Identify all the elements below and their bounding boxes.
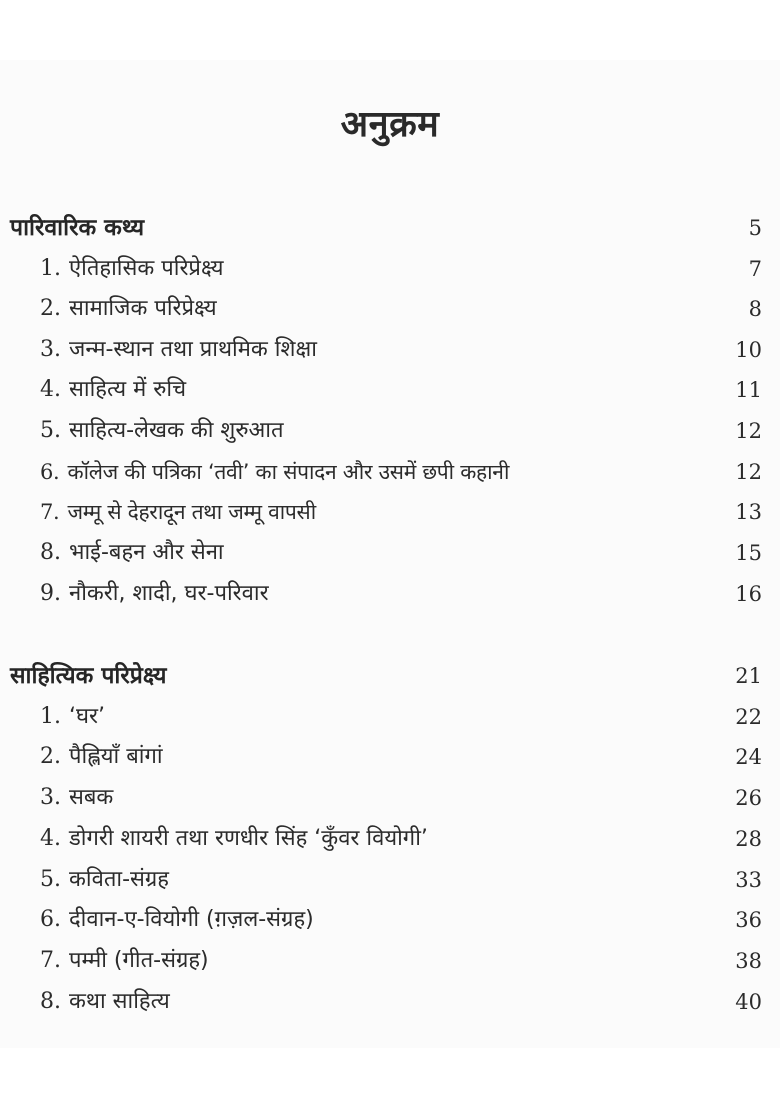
toc-entry <box>0 249 780 289</box>
page-number: 16 <box>735 582 762 606</box>
page-number: 38 <box>735 949 762 973</box>
entry-number: 1. <box>40 704 61 729</box>
toc-entry <box>0 819 780 859</box>
entry-number: 2. <box>40 744 61 769</box>
entry-title: ऐतिहासिक परिप्रेक्ष्य <box>69 256 224 281</box>
entry-title: भाई-बहन और सेना <box>69 540 224 565</box>
entry-number: 5. <box>40 418 61 443</box>
page-number: 33 <box>735 868 762 892</box>
page-number: 12 <box>735 419 762 443</box>
toc-entry <box>0 697 780 737</box>
toc-entry <box>0 492 780 532</box>
entry-title: दीवान-ए-वियोगी (ग़ज़ल-संग्रह) <box>69 907 314 932</box>
entry-number: 9. <box>40 581 61 606</box>
page-number: 8 <box>748 297 762 321</box>
section-title: पारिवारिक कथ्य <box>10 215 145 241</box>
entry-number: 3. <box>40 785 61 810</box>
entry-title: कथा साहित्य <box>69 989 170 1014</box>
page-number: 5 <box>748 216 762 240</box>
page-number: 36 <box>735 908 762 932</box>
entry-number: 1. <box>40 256 61 281</box>
entry-title: डोगरी शायरी तथा रणधीर सिंह ‘कुँवर वियोगी’ <box>69 826 428 851</box>
entry-number: 8. <box>40 540 61 565</box>
page-number: 10 <box>735 338 762 362</box>
entry-number: 6. <box>40 460 60 484</box>
page-number: 11 <box>735 378 762 402</box>
entry-number: 3. <box>40 337 61 362</box>
toc-entry <box>0 330 780 370</box>
toc-entry <box>0 533 780 573</box>
entry-title: कॉलेज की पत्रिका ‘तवी’ का संपादन और उसमें छपी कहानी <box>67 460 510 484</box>
page-number: 13 <box>735 500 762 524</box>
entry-number: 7. <box>40 948 61 973</box>
toc-entry <box>0 941 780 981</box>
page-number: 26 <box>735 786 762 810</box>
entry-number: 6. <box>40 907 61 932</box>
toc-section-heading <box>0 656 780 696</box>
entry-number: 5. <box>40 867 61 892</box>
toc-entry <box>0 574 780 614</box>
toc-entry <box>0 860 780 900</box>
toc-entry <box>0 737 780 777</box>
page-number: 40 <box>735 990 762 1014</box>
toc-entry <box>0 289 780 329</box>
page-number: 15 <box>735 541 762 565</box>
entry-title: सामाजिक परिप्रेक्ष्य <box>69 296 217 321</box>
entry-title: पम्मी (गीत-संग्रह) <box>69 948 209 973</box>
toc-entry <box>0 411 780 451</box>
entry-number: 8. <box>40 989 61 1014</box>
entry-title: जम्मू से देहरादून तथा जम्मू वापसी <box>67 500 316 524</box>
section-title: साहित्यिक परिप्रेक्ष्य <box>10 663 167 689</box>
entry-title: ‘घर’ <box>69 704 105 729</box>
page-number: 12 <box>735 460 762 484</box>
toc-entry <box>0 900 780 940</box>
entry-number: 7. <box>40 500 60 524</box>
entry-title: नौकरी, शादी, घर-परिवार <box>69 581 269 606</box>
toc-entry <box>0 370 780 410</box>
entry-title: सबक <box>69 785 114 810</box>
entry-title: पैह्लियाँ बांगां <box>69 744 163 769</box>
entry-title: साहित्य में रुचि <box>69 377 187 402</box>
entry-number: 2. <box>40 296 61 321</box>
entry-number: 4. <box>40 377 61 402</box>
page-number: 7 <box>748 257 762 281</box>
page-number: 28 <box>735 827 762 851</box>
page-title: अनुक्रम <box>340 104 440 145</box>
entry-title: जन्म-स्थान तथा प्राथमिक शिक्षा <box>69 337 317 362</box>
page-number: 24 <box>735 745 762 769</box>
toc-section-heading <box>0 208 780 248</box>
page-number: 21 <box>735 664 762 688</box>
page-number: 22 <box>735 705 762 729</box>
entry-title: साहित्य-लेखक की शुरुआत <box>69 418 284 443</box>
entry-number: 4. <box>40 826 61 851</box>
toc-entry <box>0 452 780 492</box>
toc-entry <box>0 778 780 818</box>
book-page <box>0 60 780 1048</box>
entry-title: कविता-संग्रह <box>69 867 169 892</box>
toc-entry <box>0 982 780 1022</box>
